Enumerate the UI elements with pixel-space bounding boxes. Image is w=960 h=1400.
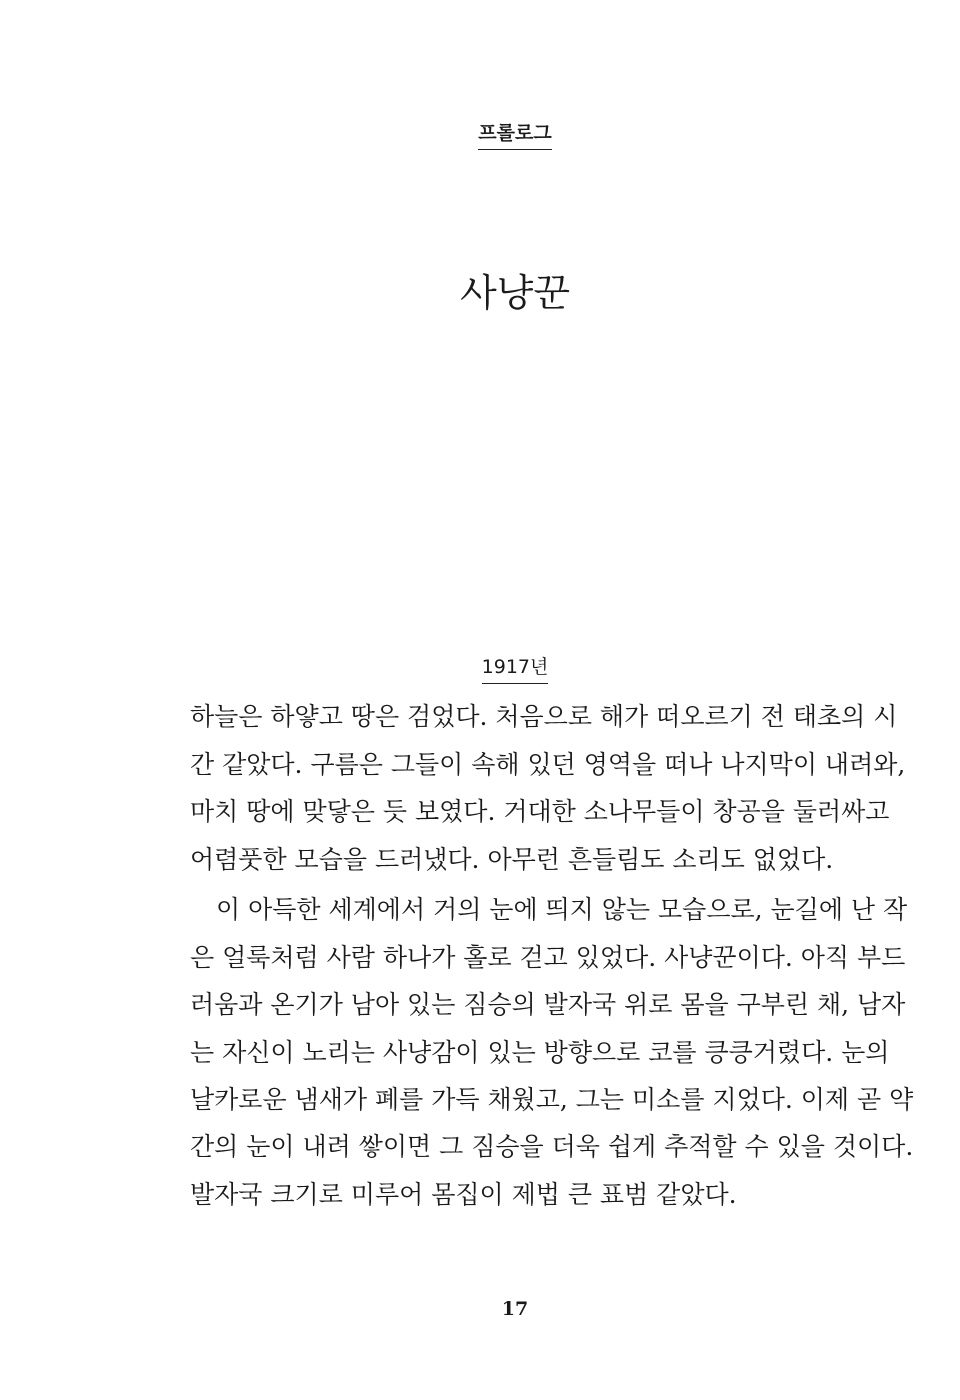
chapter-title: 사냥꾼 bbox=[459, 271, 571, 315]
text-line: 간의 눈이 내려 쌓이면 그 짐승을 더욱 쉽게 추적할 수 있을 것이다. bbox=[190, 1132, 914, 1161]
text-line: 하늘은 하얗고 땅은 검었다. 처음으로 해가 떠오르기 전 태초의 시 bbox=[190, 702, 898, 731]
part-heading-text: 프롤로그 bbox=[478, 118, 551, 150]
text-line: 날카로운 냄새가 폐를 가득 채웠고, 그는 미소를 지었다. 이제 곧 약 bbox=[190, 1085, 914, 1114]
text-line: 이 아득한 세계에서 거의 눈에 띄지 않는 모습으로, 눈길에 난 작 bbox=[216, 895, 908, 924]
text-line: 러움과 온기가 남아 있는 짐승의 발자국 위로 몸을 구부린 채, 남자 bbox=[190, 990, 906, 1019]
section-heading bbox=[0, 652, 960, 684]
text-line: 발자국 크기로 미루어 몸집이 제법 큰 표범 같았다. bbox=[190, 1180, 737, 1209]
page-number: 17 bbox=[501, 1298, 529, 1320]
part-heading bbox=[0, 118, 960, 150]
text-line: 어렴풋한 모습을 드러냈다. 아무런 흔들림도 소리도 없었다. bbox=[190, 845, 834, 874]
text-line: 간 같았다. 구름은 그들이 속해 있던 영역을 떠나 나지막이 내려와, bbox=[190, 750, 906, 779]
text-line: 마치 땅에 맞닿은 듯 보였다. 거대한 소나무들이 창공을 둘러싸고 bbox=[190, 797, 890, 826]
text-line: 은 얼룩처럼 사람 하나가 홀로 걷고 있었다. 사냥꾼이다. 아직 부드 bbox=[190, 943, 906, 972]
section-heading-text: 1917년 bbox=[482, 652, 549, 684]
text-line: 는 자신이 노리는 사냥감이 있는 방향으로 코를 킁킁거렸다. 눈의 bbox=[190, 1038, 890, 1067]
